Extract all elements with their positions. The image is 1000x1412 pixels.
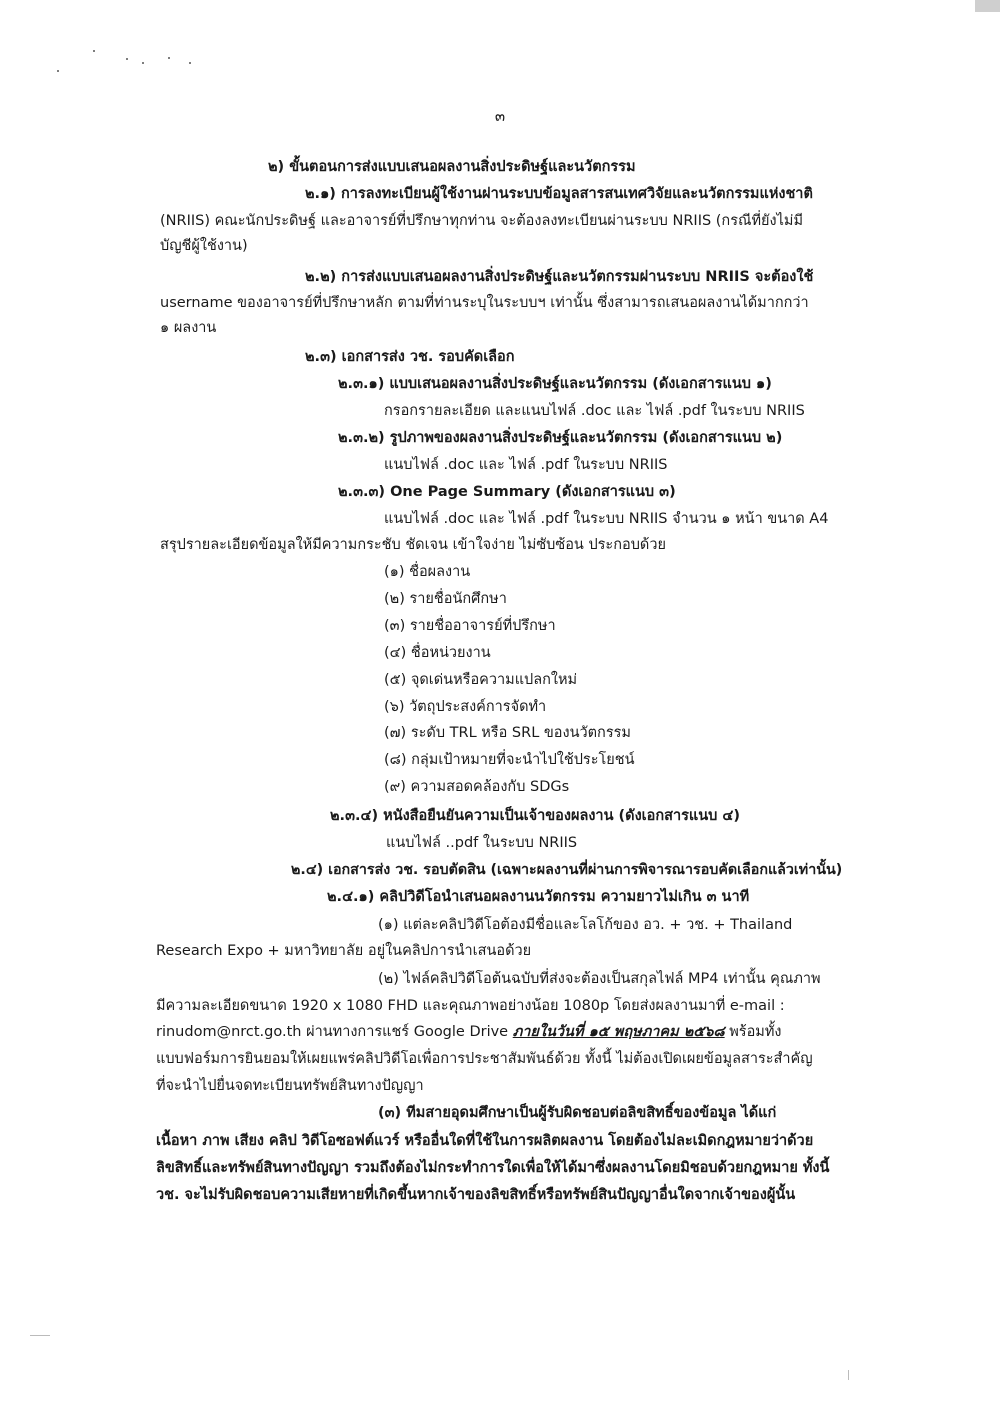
paragraph-line: ๑ ผลงาน (160, 320, 217, 336)
scan-speck (126, 58, 128, 60)
paragraph-line-with-deadline (156, 1022, 782, 1042)
paragraph-line: มีความละเอียดขนาด 1920 x 1080 FHD และคุณภาพอย่างน้อย 1080p โดยส่งผลงานมาที่ e-mail : (156, 998, 785, 1014)
item-heading: ๒.๓.๑) แบบเสนอผลงานสิ่งประดิษฐ์และนวัตกรรม (ดังเอกสารแนบ ๑) (338, 376, 772, 392)
paragraph-line: บัญชีผู้ใช้งาน) (160, 238, 248, 254)
list-item: (๑) ชื่อผลงาน (384, 564, 471, 580)
scan-edge-mark (848, 1370, 849, 1380)
scan-speck (189, 62, 191, 64)
subsection-heading: ๒.๔) เอกสารส่ง วช. รอบตัดสิน (เฉพาะผลงานที่ผ่านการพิจารณารอบคัดเลือกแล้วเท่านั้น) (291, 862, 843, 878)
paragraph-line: Research Expo + มหาวิทยาลัย อยู่ในคลิปการนำเสนอด้วย (156, 943, 532, 959)
paragraph-line: (๑) แต่ละคลิปวิดีโอต้องมีชื่อและโลโก้ของ อว. + วช. + Thailand (378, 917, 793, 933)
paragraph-line: (๓) ทีมสายอุดมศึกษาเป็นผู้รับผิดชอบต่อลิขสิทธิ์ของข้อมูล ได้แก่ (378, 1105, 777, 1121)
list-item: (๖) วัตถุประสงค์การจัดทำ (384, 699, 547, 715)
paragraph-continuation: พร้อมทั้ง (724, 1024, 782, 1040)
list-item: (๘) กลุ่มเป้าหมายที่จะนำไปใช้ประโยชน์ (384, 752, 635, 768)
paragraph-line: วช. จะไม่รับผิดชอบความเสียหายที่เกิดขึ้นหากเจ้าของลิขสิทธิ์หรือทรัพย์สินปัญญาอื่นใดจากเจ้าของผู้นั้น (156, 1187, 796, 1203)
paragraph-line: แนบไฟล์ ..pdf ในระบบ NRIIS (386, 835, 578, 851)
scan-speck (168, 57, 170, 59)
page-number: ๓ (494, 107, 506, 125)
list-item: (๕) จุดเด่นหรือความแปลกใหม่ (384, 672, 578, 688)
list-item: (๔) ชื่อหน่วยงาน (384, 645, 491, 661)
scan-speck (57, 70, 59, 72)
paragraph-line: ลิขสิทธิ์และทรัพย์สินทางปัญญา รวมถึงต้องไม่กระทำการใดเพื่อให้ได้มาซึ่งผลงานโดยมิชอบด้วยกฎหมาย ทั้งนี้ (156, 1160, 830, 1176)
scan-edge-mark (30, 1335, 50, 1336)
section-heading: ๒) ขั้นตอนการส่งแบบเสนอผลงานสิ่งประดิษฐ์และนวัตกรรม (268, 159, 636, 175)
list-item: (๒) รายชื่อนักศึกษา (384, 591, 507, 607)
scan-speck (142, 62, 144, 64)
paragraph-line: (๒) ไฟล์คลิปวิดีโอต้นฉบับที่ส่งจะต้องเป็นสกุลไฟล์ MP4 เท่านั้น คุณภาพ (378, 971, 821, 987)
scan-speck (93, 50, 95, 52)
paragraph-line: ที่จะนำไปยื่นจดทะเบียนทรัพย์สินทางปัญญา (156, 1078, 424, 1094)
paragraph-line: username ของอาจารย์ที่ปรึกษาหลัก ตามที่ท่านระบุในระบบฯ เท่านั้น ซึ่งสามารถเสนอผลงานได้มากกว่า (160, 295, 809, 311)
list-item: (๓) รายชื่ออาจารย์ที่ปรึกษา (384, 618, 556, 634)
paragraph-line: แบบฟอร์มการยินยอมให้เผยแพร่คลิปวิดีโอเพื่อการประชาสัมพันธ์ด้วย ทั้งนี้ ไม่ต้องเปิดเผยข้อมูลสาระสำคัญ (156, 1051, 813, 1067)
list-item: (๙) ความสอดคล้องกับ SDGs (384, 779, 570, 795)
email-and-drive-text: rinudom@nrct.go.th ผ่านทางการแชร์ Google Drive (156, 1024, 513, 1040)
paragraph-line: กรอกรายละเอียด และแนบไฟล์ .doc และ ไฟล์ .pdf ในระบบ NRIIS (384, 403, 805, 419)
scan-edge-mark (975, 0, 1000, 12)
deadline-date: ภายในวันที่ ๑๕ พฤษภาคม ๒๕๖๘ (512, 1024, 725, 1040)
item-heading: ๒.๓.๒) รูปภาพของผลงานสิ่งประดิษฐ์และนวัตกรรม (ดังเอกสารแนบ ๒) (338, 430, 783, 446)
paragraph-line: เนื้อหา ภาพ เสียง คลิป วิดีโอซอฟต์แวร์ หรืออื่นใดที่ใช้ในการผลิตผลงาน โดยต้องไม่ละเมิดกฎหมายว่าด้วย (156, 1133, 814, 1149)
paragraph-line: สรุปรายละเอียดข้อมูลให้มีความกระชับ ชัดเจน เข้าใจง่าย ไม่ซับซ้อน ประกอบด้วย (160, 537, 666, 553)
paragraph-line: แนบไฟล์ .doc และ ไฟล์ .pdf ในระบบ NRIIS จำนวน ๑ หน้า ขนาด A4 (384, 511, 829, 527)
subsection-heading: ๒.๒) การส่งแบบเสนอผลงานสิ่งประดิษฐ์และนวัตกรรมผ่านระบบ NRIIS จะต้องใช้ (305, 269, 814, 285)
subsection-heading: ๒.๓) เอกสารส่ง วช. รอบคัดเลือก (305, 349, 515, 365)
list-item: (๗) ระดับ TRL หรือ SRL ของนวัตกรรม (384, 725, 631, 741)
item-heading: ๒.๓.๔) หนังสือยืนยันความเป็นเจ้าของผลงาน (ดังเอกสารแนบ ๔) (330, 808, 740, 824)
item-heading: ๒.๔.๑) คลิปวิดีโอนำเสนอผลงานนวัตกรรม ความยาวไม่เกิน ๓ นาที (327, 889, 750, 905)
item-heading: ๒.๓.๓) One Page Summary (ดังเอกสารแนบ ๓) (338, 484, 676, 500)
paragraph-line: (NRIIS) คณะนักประดิษฐ์ และอาจารย์ที่ปรึกษาทุกท่าน จะต้องลงทะเบียนผ่านระบบ NRIIS (กรณีที่ยังไม่มี (160, 213, 803, 229)
paragraph-line: แนบไฟล์ .doc และ ไฟล์ .pdf ในระบบ NRIIS (384, 457, 668, 473)
subsection-heading: ๒.๑) การลงทะเบียนผู้ใช้งานผ่านระบบข้อมูลสารสนเทศวิจัยและนวัตกรรมแห่งชาติ (305, 186, 813, 202)
